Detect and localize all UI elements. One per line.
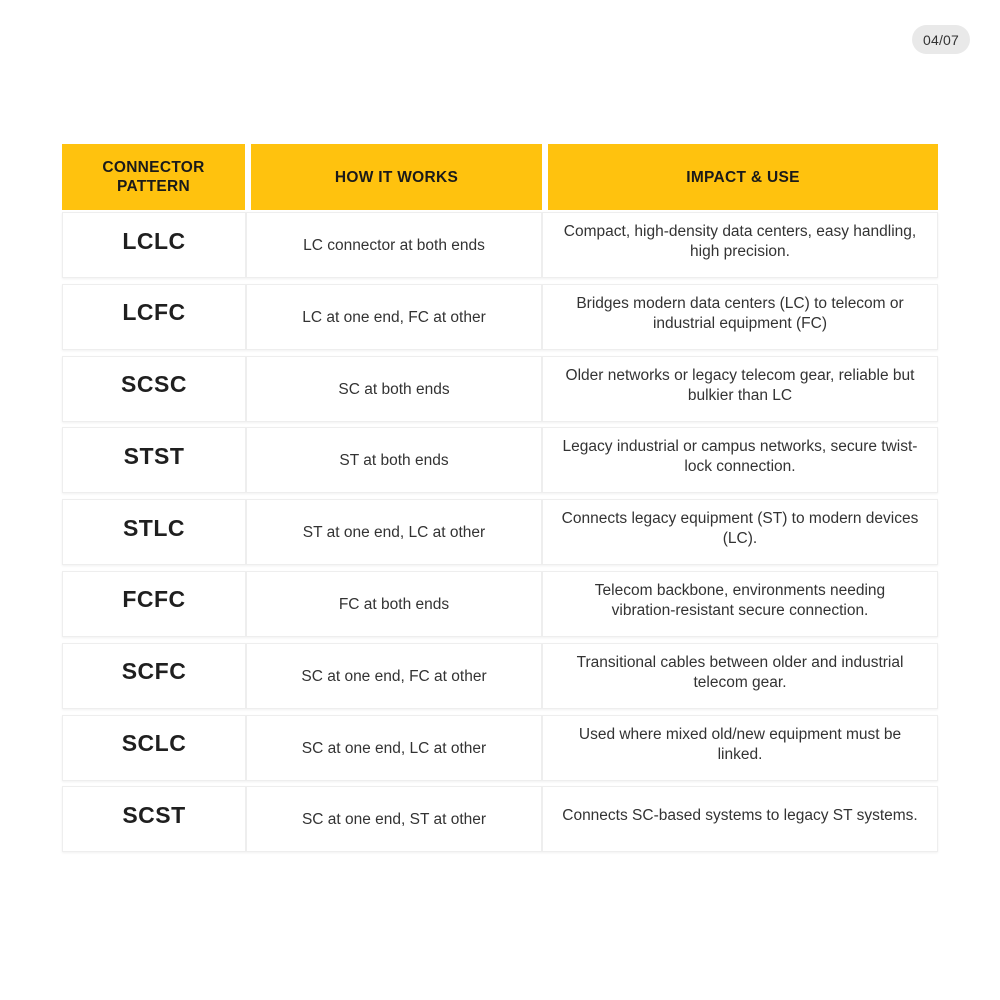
page-indicator: 04/07	[912, 25, 970, 54]
pattern-cell: LCLC	[122, 227, 186, 254]
impact-cell: Compact, high-density data centers, easy handling, high precision.	[541, 213, 937, 277]
pattern-cell: SCLC	[121, 730, 187, 757]
impact-cell: Legacy industrial or campus networks, secure twist-lock connection.	[541, 428, 937, 492]
table-row	[62, 212, 938, 278]
pattern-cell: STST	[123, 442, 185, 469]
how-cell: SC at one end, FC at other	[245, 644, 541, 708]
how-cell: SC at both ends	[245, 357, 541, 421]
pattern-cell: SCSC	[121, 371, 187, 398]
header-connector-pattern	[62, 144, 245, 210]
connector-table	[62, 144, 938, 852]
pattern-cell: SCFC	[121, 658, 187, 685]
table-row	[62, 571, 938, 637]
pattern-cell: LCFC	[122, 299, 186, 326]
how-cell: SC at one end, ST at other	[245, 787, 541, 851]
pattern-cell: SCST	[122, 801, 186, 828]
table-row	[62, 715, 938, 781]
impact-cell: Telecom backbone, environments needing vibration-resistant secure connection.	[541, 572, 937, 636]
impact-cell: Connects legacy equipment (ST) to modern devices (LC).	[541, 500, 937, 564]
how-cell: FC at both ends	[245, 572, 541, 636]
table-row	[62, 427, 938, 493]
impact-cell: Bridges modern data centers (LC) to telecom or industrial equipment (FC)	[541, 285, 937, 349]
table-header	[62, 144, 938, 210]
table-row	[62, 786, 938, 852]
table-row	[62, 356, 938, 422]
table-row	[62, 499, 938, 565]
header-how-it-works-label: HOW IT WORKS	[334, 168, 459, 186]
how-cell: ST at one end, LC at other	[245, 500, 541, 564]
how-cell: LC at one end, FC at other	[245, 285, 541, 349]
impact-cell: Used where mixed old/new equipment must be linked.	[541, 716, 937, 780]
pattern-cell: FCFC	[122, 586, 186, 613]
impact-cell: Older networks or legacy telecom gear, reliable but bulkier than LC	[541, 357, 937, 421]
table-row	[62, 284, 938, 350]
impact-cell: Connects SC-based systems to legacy ST systems.	[541, 787, 937, 851]
header-connector-pattern-label: CONNECTOR PATTERN	[102, 159, 205, 195]
how-cell: SC at one end, LC at other	[245, 716, 541, 780]
header-impact-use-label: IMPACT & USE	[686, 168, 800, 186]
table-row	[62, 643, 938, 709]
header-how-it-works	[251, 144, 542, 210]
impact-cell: Transitional cables between older and industrial telecom gear.	[541, 644, 937, 708]
how-cell: ST at both ends	[245, 428, 541, 492]
pattern-cell: STLC	[122, 514, 186, 541]
header-impact-use	[548, 144, 938, 210]
how-cell: LC connector at both ends	[245, 213, 541, 277]
